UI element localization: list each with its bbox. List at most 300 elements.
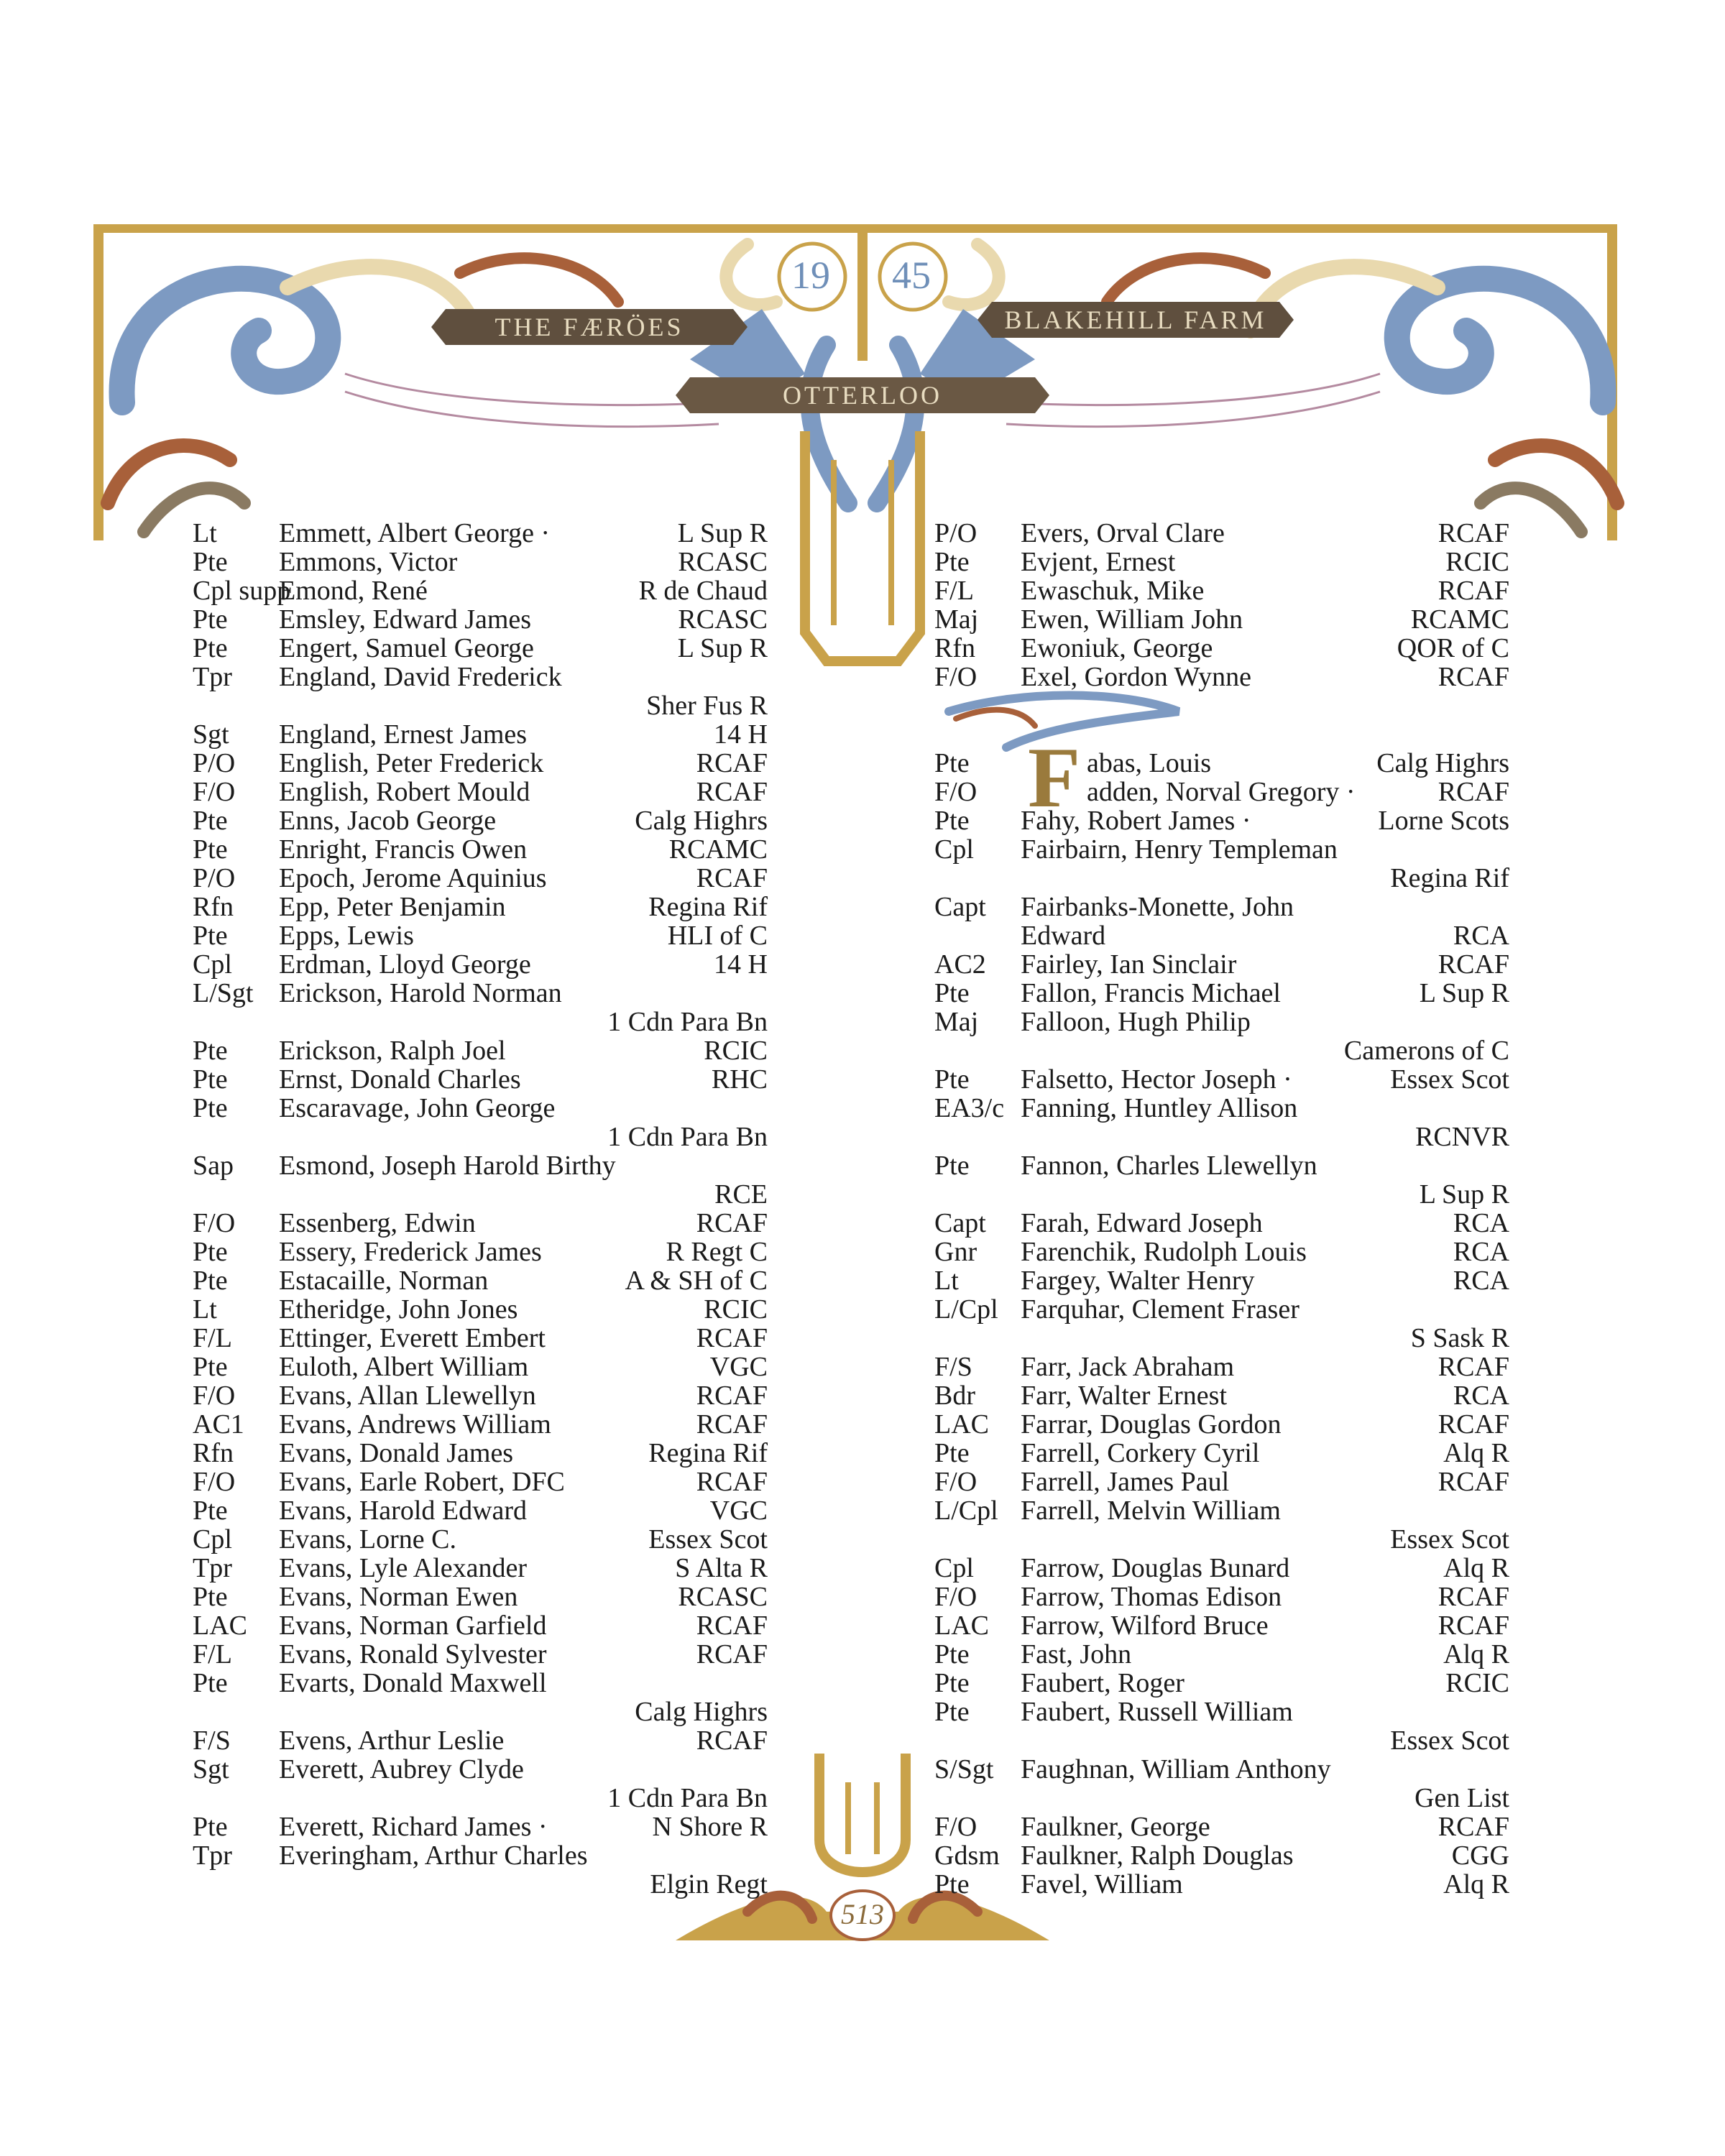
entry-rank: F/O [193, 1208, 236, 1238]
roll-entry [193, 548, 768, 576]
roll-entry [193, 1611, 768, 1640]
roll-entry [934, 921, 1509, 950]
entry-rank: F/O [934, 1812, 978, 1842]
entry-unit: L Sup R [677, 633, 768, 663]
entry-name: Faulkner, Ralph Douglas [1021, 1841, 1294, 1871]
entry-rank: F/O [934, 1467, 978, 1497]
entry-unit: RCAF [696, 1323, 768, 1353]
entry-name: Epps, Lewis [279, 921, 414, 951]
roll-entry [934, 605, 1509, 634]
entry-unit: RCAF [696, 1467, 768, 1497]
entry-name: England, David Frederick [279, 662, 562, 692]
roll-entry [934, 749, 1509, 778]
entry-name: Evans, Harold Edward [279, 1496, 528, 1526]
entry-unit: S Sask R [1410, 1323, 1509, 1353]
entry-rank: Capt [934, 892, 986, 922]
entry-name: Epoch, Jerome Aquinius [279, 863, 547, 893]
entry-unit: Regina Rif [1390, 863, 1509, 893]
roll-entry [193, 1640, 768, 1669]
roll-entry [934, 1496, 1509, 1525]
roll-entry [934, 1611, 1509, 1640]
entry-unit: Alq R [1443, 1639, 1509, 1669]
entry-unit: RCIC [704, 1036, 768, 1066]
roll-entry [934, 806, 1509, 835]
entry-unit: Essex Scot [1390, 1524, 1509, 1554]
entry-unit: RCAF [696, 1726, 768, 1756]
entry-name: Evans, Donald James [279, 1438, 514, 1468]
right-column-e-entries [934, 519, 1509, 691]
entry-name: Esmond, Joseph Harold Birthy [279, 1151, 616, 1181]
roll-entry [193, 1554, 768, 1583]
roll-entry [934, 1209, 1509, 1238]
entry-unit: CGG [1451, 1841, 1509, 1871]
entry-unit: RCAF [1438, 1611, 1509, 1641]
roll-entry [193, 1036, 768, 1065]
right-name-column [934, 519, 1509, 1899]
entry-name: adden, Norval Gregory · [1087, 777, 1356, 807]
entry-name: Fairley, Ian Sinclair [1021, 949, 1237, 980]
entry-unit: RCA [1453, 921, 1509, 951]
entry-rank: F/O [934, 777, 978, 807]
roll-entry [934, 1238, 1509, 1266]
roll-entry [934, 576, 1509, 605]
roll-entry [193, 1353, 768, 1381]
entry-name: Engert, Samuel George [279, 633, 534, 663]
entry-rank: Cpl supp [193, 576, 291, 606]
entry-name: Evans, Earle Robert, DFC [279, 1467, 565, 1497]
roll-entry [934, 1439, 1509, 1468]
entry-name: Favel, William [1021, 1869, 1183, 1899]
roll-entry [934, 1784, 1509, 1812]
entry-rank: F/S [193, 1726, 231, 1756]
entry-rank: Pte [193, 1266, 228, 1296]
entry-rank: AC1 [193, 1409, 244, 1439]
entry-rank: Pte [193, 834, 228, 865]
roll-entry [193, 1841, 768, 1870]
roll-entry [193, 1123, 768, 1151]
roll-entry [934, 634, 1509, 663]
roll-entry [193, 576, 768, 605]
entry-name: Essenberg, Edwin [279, 1208, 476, 1238]
roll-entry [934, 1295, 1509, 1324]
entry-name: Estacaille, Norman [279, 1266, 489, 1296]
entry-name: English, Robert Mould [279, 777, 530, 807]
entry-name: Farr, Walter Ernest [1021, 1381, 1228, 1411]
entry-unit: Essex Scot [648, 1524, 768, 1554]
roll-entry [193, 1468, 768, 1496]
entry-rank: Pte [934, 1639, 970, 1669]
roll-entry [193, 1726, 768, 1755]
roll-entry [193, 634, 768, 663]
entry-unit: Lorne Scots [1378, 806, 1509, 836]
entry-unit: RCAF [696, 748, 768, 778]
roll-entry [934, 1755, 1509, 1784]
roll-entry [193, 1266, 768, 1295]
entry-name: Farr, Jack Abraham [1021, 1352, 1235, 1382]
entry-name: Evans, Lorne C. [279, 1524, 456, 1554]
roll-entry [934, 1180, 1509, 1209]
entry-rank: F/L [934, 576, 974, 606]
entry-unit: L Sup R [1419, 978, 1509, 1008]
entry-rank: S/Sgt [934, 1754, 994, 1784]
entry-name: Fargey, Walter Henry [1021, 1266, 1255, 1296]
roll-entry [193, 1496, 768, 1525]
right-column-f-entries [934, 749, 1509, 1899]
banner-right-label: BLAKEHILL FARM [1004, 305, 1267, 334]
roll-entry [193, 806, 768, 835]
entry-unit: 14 H [714, 719, 768, 750]
roll-entry [934, 519, 1509, 548]
entry-name: Emsley, Edward James [279, 604, 532, 635]
roll-entry [934, 1036, 1509, 1065]
entry-rank: Gnr [934, 1237, 978, 1267]
entry-unit: Essex Scot [1390, 1726, 1509, 1756]
roll-entry [934, 1726, 1509, 1755]
entry-name: Erickson, Harold Norman [279, 978, 562, 1008]
entry-rank: Lt [193, 518, 217, 548]
roll-entry [193, 1381, 768, 1410]
entry-rank: Rfn [934, 633, 975, 663]
roll-entry [193, 663, 768, 691]
roll-entry [934, 979, 1509, 1008]
roll-entry [934, 1008, 1509, 1036]
entry-name: Farrell, Melvin William [1021, 1496, 1281, 1526]
entry-unit: Camerons of C [1343, 1036, 1509, 1066]
roll-entry [934, 1123, 1509, 1151]
entry-name: Enns, Jacob George [279, 806, 497, 836]
entry-name: English, Peter Frederick [279, 748, 544, 778]
entry-name: Farah, Edward Joseph [1021, 1208, 1263, 1238]
entry-unit: VGC [709, 1352, 768, 1382]
banner-left-label: THE FÆRÖES [494, 313, 684, 341]
entry-name: Falsetto, Hector Joseph · [1021, 1064, 1292, 1095]
roll-entry [934, 1381, 1509, 1410]
entry-rank: Cpl [934, 834, 974, 865]
entry-rank: Pte [934, 1064, 970, 1095]
roll-entry [193, 1180, 768, 1209]
entry-rank: Pte [934, 547, 970, 577]
entry-unit: Regina Rif [648, 1438, 768, 1468]
entry-unit: RCAF [1438, 777, 1509, 807]
roll-entry [193, 893, 768, 921]
entry-rank: Pte [193, 633, 228, 663]
entry-name: Evans, Ronald Sylvester [279, 1639, 547, 1669]
entry-rank: Pte [934, 1151, 970, 1181]
entry-unit: RCAF [1438, 662, 1509, 692]
entry-unit: RCIC [1445, 1668, 1509, 1698]
left-scroll-ornament [108, 258, 719, 532]
entry-unit: Alq R [1443, 1553, 1509, 1583]
entry-rank: Tpr [193, 1553, 232, 1583]
entry-name: Farquhar, Clement Fraser [1021, 1294, 1300, 1325]
left-name-column [193, 519, 768, 1899]
roll-entry [193, 778, 768, 806]
entry-name: Faughnan, William Anthony [1021, 1754, 1331, 1784]
roll-entry [934, 1065, 1509, 1094]
entry-rank: Maj [934, 604, 979, 635]
entry-rank: Pte [193, 1036, 228, 1066]
entry-rank: P/O [193, 863, 236, 893]
entry-name: Everingham, Arthur Charles [279, 1841, 588, 1871]
roll-entry [934, 1812, 1509, 1841]
entry-rank: Pte [193, 1582, 228, 1612]
roll-entry [193, 1439, 768, 1468]
entry-name: Faubert, Roger [1021, 1668, 1184, 1698]
roll-entry [193, 1755, 768, 1784]
entry-unit: RCIC [1445, 547, 1509, 577]
entry-name: Fannon, Charles Llewellyn [1021, 1151, 1317, 1181]
entry-unit: Essex Scot [1390, 1064, 1509, 1095]
entry-name: Fast, John [1021, 1639, 1132, 1669]
entry-name: Farrow, Douglas Bunard [1021, 1553, 1290, 1583]
roll-entry [934, 835, 1509, 864]
roll-entry [193, 1065, 768, 1094]
entry-name: Evers, Orval Clare [1021, 518, 1225, 548]
entry-rank: Pte [193, 1496, 228, 1526]
roll-entry [934, 1151, 1509, 1180]
entry-unit: RCAF [696, 1611, 768, 1641]
entry-rank: F/O [193, 1467, 236, 1497]
roll-entry [193, 749, 768, 778]
roll-entry [193, 921, 768, 950]
roll-entry [934, 1583, 1509, 1611]
roll-entry [193, 864, 768, 893]
entry-name: Farrell, Corkery Cyril [1021, 1438, 1260, 1468]
entry-name: Emmons, Victor [279, 547, 458, 577]
entry-name: Farenchik, Rudolph Louis [1021, 1237, 1307, 1267]
roll-entry [934, 1094, 1509, 1123]
entry-unit: RCAF [1438, 1352, 1509, 1382]
entry-rank: L/Sgt [193, 978, 254, 1008]
entry-rank: L/Cpl [934, 1294, 998, 1325]
entry-rank: Lt [193, 1294, 217, 1325]
entry-name: Farrow, Thomas Edison [1021, 1582, 1282, 1612]
roll-entry [193, 691, 768, 720]
roll-entry [193, 1784, 768, 1812]
entry-unit: RCASC [678, 1582, 768, 1612]
entry-rank: P/O [193, 748, 236, 778]
entry-name: Ewen, William John [1021, 604, 1243, 635]
entry-rank: EA3/c [934, 1093, 1005, 1123]
entry-rank: Sgt [193, 719, 229, 750]
entry-unit: RCNVR [1415, 1122, 1509, 1152]
entry-name: Fanning, Huntley Allison [1021, 1093, 1298, 1123]
entry-name: Evans, Andrews William [279, 1409, 551, 1439]
roll-entry [193, 979, 768, 1008]
entry-name: Falloon, Hugh Philip [1021, 1007, 1251, 1037]
entry-name: Farrell, James Paul [1021, 1467, 1230, 1497]
entry-rank: P/O [934, 518, 978, 548]
entry-name: Evjent, Ernest [1021, 547, 1176, 577]
entry-rank: Pte [934, 978, 970, 1008]
roll-entry [193, 1525, 768, 1554]
entry-name: Evans, Lyle Alexander [279, 1553, 528, 1583]
entry-rank: Cpl [934, 1553, 974, 1583]
entry-rank: F/S [934, 1352, 972, 1382]
entry-unit: RCAF [696, 777, 768, 807]
entry-unit: R de Chaud [638, 576, 768, 606]
entry-rank: Pte [934, 806, 970, 836]
entry-rank: Tpr [193, 662, 232, 692]
entry-rank: Rfn [193, 1438, 234, 1468]
entry-rank: Maj [934, 1007, 979, 1037]
entry-unit: RCAF [1438, 576, 1509, 606]
roll-entry [934, 864, 1509, 893]
entry-unit: N Shore R [652, 1812, 768, 1842]
entry-name: Etheridge, John Jones [279, 1294, 518, 1325]
entry-unit: Gen List [1414, 1783, 1509, 1813]
roll-entry [193, 1295, 768, 1324]
entry-unit: RCASC [678, 547, 768, 577]
entry-unit: RCA [1453, 1381, 1509, 1411]
entry-rank: L/Cpl [934, 1496, 998, 1526]
roll-entry [934, 1266, 1509, 1295]
roll-entry [934, 778, 1509, 806]
entry-name: Emmett, Albert George · [279, 518, 551, 548]
entry-unit: RCA [1453, 1208, 1509, 1238]
entry-rank: F/L [193, 1323, 232, 1353]
roll-entry [193, 1238, 768, 1266]
roll-entry [934, 893, 1509, 921]
entry-unit: RCAF [1438, 1812, 1509, 1842]
roll-entry [934, 1468, 1509, 1496]
entry-name: Ewoniuk, George [1021, 633, 1213, 663]
entry-name: Evans, Allan Llewellyn [279, 1381, 536, 1411]
entry-unit: RCAMC [1410, 604, 1509, 635]
entry-name: Epp, Peter Benjamin [279, 892, 506, 922]
entry-name: Ernst, Donald Charles [279, 1064, 521, 1095]
entry-rank: Pte [193, 921, 228, 951]
entry-unit: 14 H [714, 949, 768, 980]
roll-entry [193, 1870, 768, 1899]
entry-name: Emond, René [279, 576, 428, 606]
entry-name: Fallon, Francis Michael [1021, 978, 1281, 1008]
roll-entry [193, 1697, 768, 1726]
entry-name: Essery, Frederick James [279, 1237, 542, 1267]
entry-unit: RCAF [1438, 518, 1509, 548]
entry-rank: F/O [934, 662, 978, 692]
entry-rank: F/O [934, 1582, 978, 1612]
entry-rank: Pte [193, 1064, 228, 1095]
entry-rank: F/O [193, 777, 236, 807]
entry-rank: Pte [934, 1869, 970, 1899]
entry-unit: 1 Cdn Para Bn [607, 1122, 768, 1152]
entry-unit: RCAF [696, 863, 768, 893]
roll-entry [934, 1353, 1509, 1381]
roll-entry [934, 548, 1509, 576]
entry-name: abas, Louis [1087, 748, 1212, 778]
roll-entry [193, 519, 768, 548]
entry-unit: S Alta R [675, 1553, 768, 1583]
banner-center-label: OTTERLOO [783, 381, 942, 410]
entry-unit: RCE [714, 1179, 768, 1210]
entry-unit: L Sup R [1419, 1179, 1509, 1210]
entry-rank: Sap [193, 1151, 234, 1181]
entry-rank: Bdr [934, 1381, 975, 1411]
entry-name: England, Ernest James [279, 719, 528, 750]
entry-rank: Pte [193, 1812, 228, 1842]
entry-unit: A & SH of C [625, 1266, 768, 1296]
roll-entry [934, 1324, 1509, 1353]
entry-unit: 1 Cdn Para Bn [607, 1007, 768, 1037]
right-scroll-ornament [1006, 258, 1617, 532]
roll-entry [193, 1324, 768, 1353]
entry-rank: Pte [193, 604, 228, 635]
roll-entry [934, 1640, 1509, 1669]
entry-unit: RCAMC [668, 834, 768, 865]
entry-unit: RCAF [696, 1208, 768, 1238]
entry-name: Erdman, Lloyd George [279, 949, 531, 980]
entry-rank: Tpr [193, 1841, 232, 1871]
entry-name: Fahy, Robert James · [1021, 806, 1251, 836]
entry-rank: Pte [934, 1697, 970, 1727]
entry-name: Everett, Richard James · [279, 1812, 548, 1842]
entry-unit: HLI of C [667, 921, 768, 951]
roll-entry [934, 950, 1509, 979]
roll-entry [934, 1554, 1509, 1583]
entry-rank: Pte [934, 1438, 970, 1468]
entry-unit: Calg Highrs [1376, 748, 1509, 778]
roll-entry [934, 1669, 1509, 1697]
roll-entry [193, 950, 768, 979]
entry-unit: RCA [1453, 1266, 1509, 1296]
entry-name: Euloth, Albert William [279, 1352, 529, 1382]
entry-rank: Pte [193, 547, 228, 577]
entry-rank: Capt [934, 1208, 986, 1238]
roll-entry [193, 1669, 768, 1697]
roll-entry [934, 1410, 1509, 1439]
entry-name: Evens, Arthur Leslie [279, 1726, 505, 1756]
entry-rank: Cpl [193, 1524, 232, 1554]
roll-entry [193, 720, 768, 749]
entry-unit: RCAF [696, 1381, 768, 1411]
entry-unit: Alq R [1443, 1869, 1509, 1899]
year-left: 19 [791, 254, 830, 297]
entry-unit: QOR of C [1397, 633, 1509, 663]
entry-rank: Pte [193, 1093, 228, 1123]
entry-rank: Rfn [193, 892, 234, 922]
entry-name: Ewaschuk, Mike [1021, 576, 1205, 606]
entry-name: Everett, Aubrey Clyde [279, 1754, 524, 1784]
entry-name: Ettinger, Everett Embert [279, 1323, 546, 1353]
entry-unit: VGC [709, 1496, 768, 1526]
entry-unit: L Sup R [677, 518, 768, 548]
roll-entry [934, 663, 1509, 691]
roll-entry [193, 1209, 768, 1238]
entry-unit: Calg Highrs [635, 1697, 768, 1727]
decorated-initial-f: F [1028, 729, 1081, 825]
entry-rank: Pte [934, 748, 970, 778]
roll-entry [193, 1812, 768, 1841]
entry-unit: Sher Fus R [646, 691, 768, 721]
entry-name: Evans, Norman Garfield [279, 1611, 547, 1641]
entry-unit: R Regt C [666, 1237, 768, 1267]
entry-unit: Regina Rif [648, 892, 768, 922]
entry-rank: Gdsm [934, 1841, 1000, 1871]
roll-entry [193, 605, 768, 634]
page-number: 513 [841, 1898, 884, 1930]
entry-unit: Alq R [1443, 1438, 1509, 1468]
entry-unit: RCA [1453, 1237, 1509, 1267]
entry-unit: Elgin Regt [650, 1869, 768, 1899]
entry-rank: LAC [934, 1611, 989, 1641]
entry-unit: 1 Cdn Para Bn [607, 1783, 768, 1813]
roll-entry [934, 1870, 1509, 1899]
entry-rank: Pte [193, 1237, 228, 1267]
entry-rank: Pte [193, 1352, 228, 1382]
entry-rank: Lt [934, 1266, 959, 1296]
section-gap [934, 691, 1509, 749]
